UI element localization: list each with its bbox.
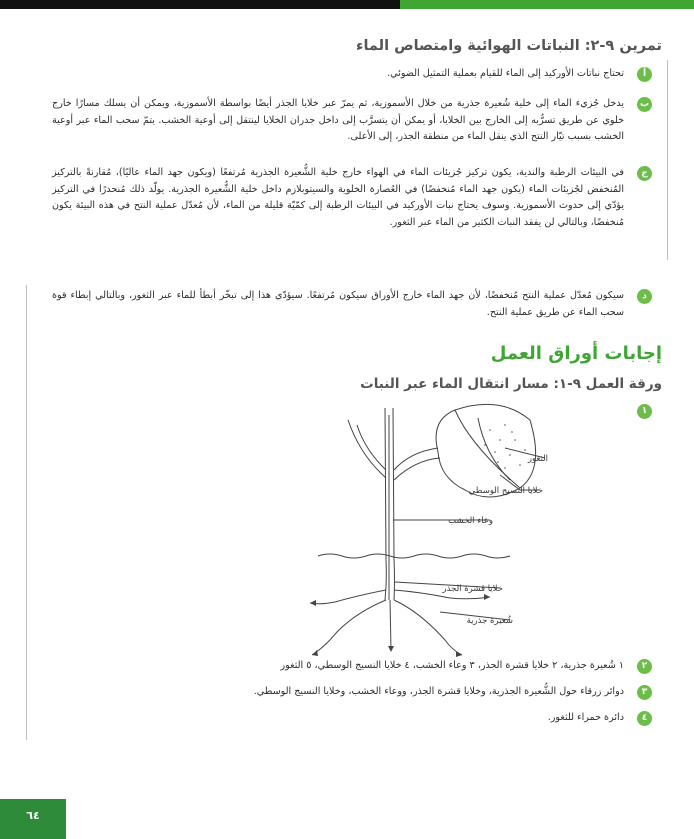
- answer-4-text: دائرة حمراء للثغور.: [547, 712, 624, 723]
- exercise-title: تمرين ٩-٢: النباتات الهوائية وامتصاص الماء: [356, 38, 662, 54]
- answer-4-badge: ٤: [637, 711, 652, 726]
- soil-line: [318, 554, 510, 558]
- exercise-item-d-text: سيكون مُعدّل عملية النتح مُنخفضًا، لأن جهد الماء خارج الأوراق سيكون مُرتفعًا. سيؤدّي هذا إلى تبخّر أبطأ للماء عبر الثغور، وبالتالي إبطاء قوة سحب الماء عن طريق عملية النتح.: [52, 290, 624, 318]
- section-title: إجابات أوراق العمل: [490, 343, 662, 364]
- badge-d: د: [637, 289, 652, 304]
- exercise-item-c-text: في البيئات الرطبة والندية، يكون تركيز جُزيئات الماء في الهواء خارج خلية الشُّعيرة الجذرية مُرتفعًا (ويكون جهد الماء عاليًا)، مُقارنةً بالتركيز المُنخفض لجُزيئات الماء (يكون جهد الماء مُنخفضًا) في العُصارة الخلوية والسيتوبلازم داخل خلية الشُّعيرة الجذرية. يولّد ذلك مُنحدرًا في التركيز يؤدّي إلى حدوث الأسموزية. وسوف يحتاج نبات الأوركيد في البيئات الرطبة إلى كمّيّة قليلة من الماء، لأن مُعدّل عملية النتح في هذه البيئة يكون مُنخفضًا، وبالتالي لن يفقد النبات الكثير من الماء عبر الثغور.: [52, 167, 624, 228]
- leaf-stipple: [484, 424, 526, 469]
- label-root-cortex: خلايا قشرة الجذر: [442, 584, 503, 594]
- answer-3-badge: ٣: [637, 685, 652, 700]
- page-number: ٦٤: [0, 799, 66, 839]
- answer-3: [52, 684, 652, 700]
- root-left: [310, 590, 386, 604]
- root-left-2: [312, 600, 386, 655]
- leaf-outline: [436, 404, 536, 497]
- answer-2: [52, 658, 652, 674]
- badge-b: ب: [637, 97, 652, 112]
- badge-a: أ: [637, 67, 652, 82]
- left-branch: [348, 420, 386, 478]
- leaf-inner: [478, 418, 510, 480]
- diagram-badge: ١: [637, 404, 652, 419]
- answer-4: [52, 710, 652, 726]
- worksheet-title: ورقة العمل ٩-١: مسار انتقال الماء عبر النبات: [360, 376, 662, 392]
- root-center: [390, 600, 391, 650]
- plant-stem: [385, 408, 395, 600]
- root-right-2: [394, 600, 462, 655]
- badge-c: ج: [637, 166, 652, 181]
- leaf-petiole: [394, 448, 440, 480]
- label-mesophyll: خلايا النسيج الوسطي: [468, 486, 543, 496]
- label-root-hair: شُعيرة جذرية: [466, 616, 513, 626]
- answer-2-badge: ٢: [637, 659, 652, 674]
- label-xylem: وعاء الخشب: [448, 516, 493, 526]
- label-stomata: الثغور: [527, 454, 548, 464]
- answer-2-text: ١ شُعيرة جذرية، ٢ خلايا قشرة الجذر، ٣ وعاء الخشب، ٤ خلايا النسيج الوسطي، ٥ الثغور: [280, 660, 624, 671]
- exercise-item-b-text: يدخل جُزيء الماء إلى خلية شُعيرة جذرية من خلال الأسموزية، ثم يمرّ عبر خلايا الجذر أيضًا بواسطة الأسموزية، ويمكن أن يسلك مسارًا خارج خلوي عن طريق تسرُّبه إلى الخارج بين الخلايا، أو يمكن أن يتسرَّب إلى داخل جدران الخلايا لينتقل إلى أوعية الخشب. يتمّ سحب الماء عبر أوعية الخشب بسبب تيّار النتح الذي ينقل الماء من منطقة الجذر، إلى الأعلى.: [52, 98, 624, 142]
- exercise-item-a-text: تحتاج نباتات الأوركيد إلى الماء للقيام بعملية التمثيل الضوئي.: [387, 68, 624, 79]
- answer-3-text: دوائر زرقاء حول الشُّعيرة الجذرية، وخلايا قشرة الجذر، ووعاء الخشب، وخلايا النسيج الوسطي.: [253, 686, 624, 697]
